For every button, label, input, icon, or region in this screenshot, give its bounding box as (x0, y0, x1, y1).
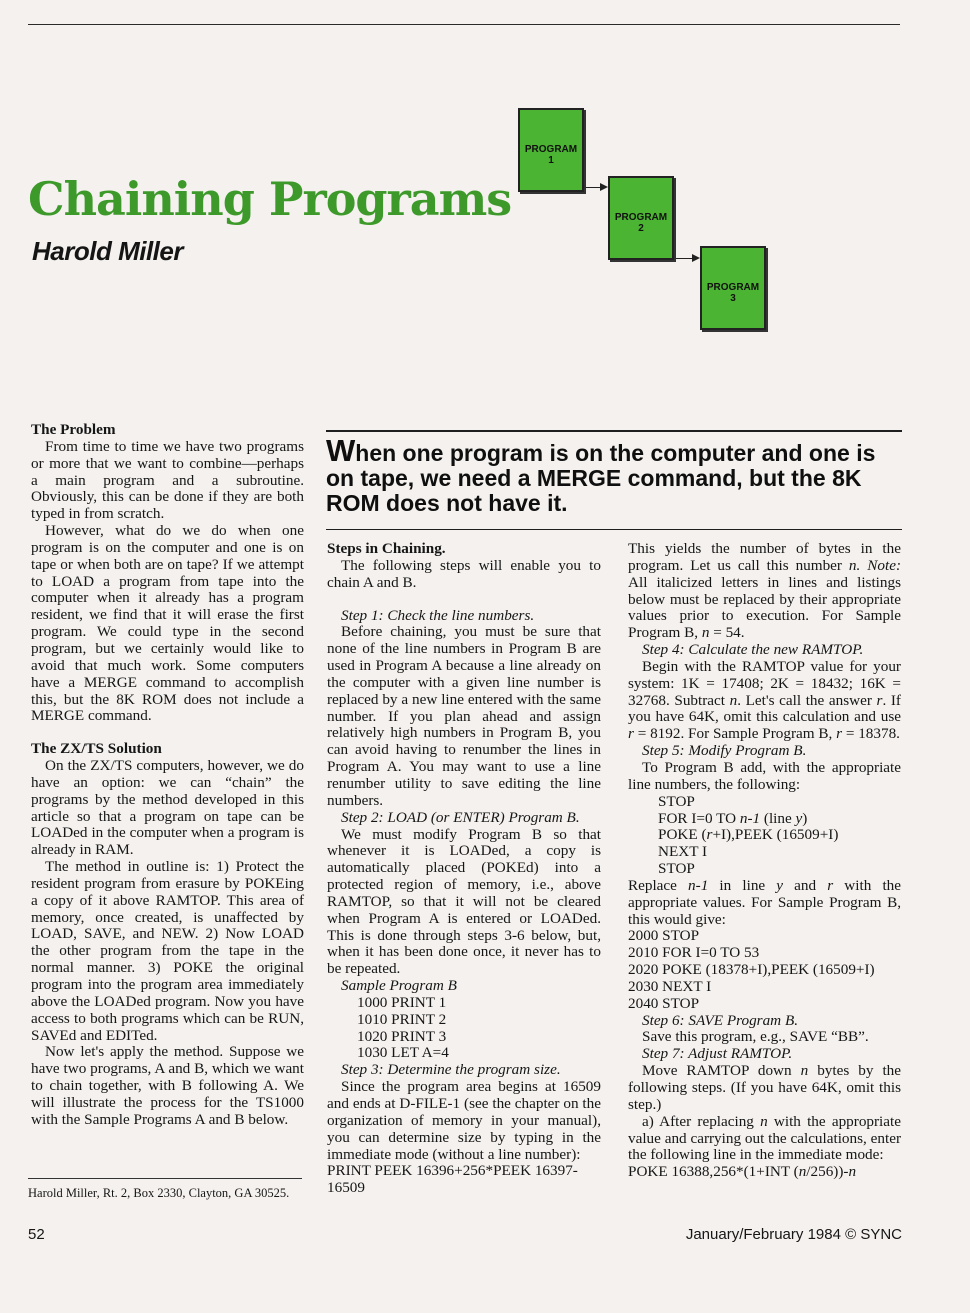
text: (line (760, 809, 796, 827)
paragraph (628, 1114, 901, 1165)
text: . Let's call the answer (737, 691, 877, 709)
arrow-1-2 (586, 187, 600, 188)
text: n (798, 1163, 807, 1181)
paragraph: Before chaining, you must be sure that none of the line numbers in Program B are used in Program A because a line already on the computer with a given line number is replaced by a new line entered with the same number. If you plan ahead and assign relatively high numbers in Program B, you can avoid having to renumber the lines in Program A. You may want to use a line renumber utility to save editing the line numbers. (327, 623, 601, 809)
program-chain-diagram (514, 108, 774, 340)
text: r (876, 691, 883, 709)
program-box-3-label (702, 282, 764, 304)
text: y (776, 876, 784, 894)
text: n (848, 1163, 857, 1181)
step-7-heading: Step 7: Adjust RAMTOP. (642, 1045, 793, 1063)
article-title: Chaining Programs (28, 172, 512, 226)
paragraph: Now let's apply the method. Suppose we have two programs, A and B, which we want to chain together, with B following A. We will illustrate the process for the TS1000 with the Sample Programs A and B below. (31, 1043, 304, 1128)
code-line: 2020 POKE (18378+I),PEEK (16509+I) (628, 961, 875, 979)
heading-problem: The Problem (31, 421, 116, 438)
text: All italicized letters in lines and listings below must be replaced by their appropriate values prior to execution. For Sample Program B, (628, 573, 901, 642)
code-line (628, 827, 901, 844)
sample-program-title: Sample Program B (341, 977, 457, 995)
pullquote-initial: W (326, 433, 356, 468)
pullquote-text: hen one program is on the computer and one is on tape, we need a MERGE command, but the 8K ROM does not have it. (326, 440, 876, 516)
text: n (701, 624, 710, 642)
text: Begin with the RAMTOP value for your system: 1K = 17408; 2K = 18432; 16K = 32768. Subtract (628, 657, 901, 709)
code-line: 2000 STOP (628, 927, 700, 945)
text: n (800, 1062, 809, 1080)
paragraph: From time to time we have two programs or more that we want to combine—perhaps a main program and a subroutine. Obviously, this can be done if they are both typed in from scratch. (31, 437, 304, 523)
text: n (729, 691, 738, 709)
text: = 54. (709, 624, 745, 642)
step-1-heading: Step 1: Check the line numbers. (341, 606, 535, 624)
page-number: 52 (28, 1226, 45, 1243)
code-line: 1010 PRINT 2 (357, 1010, 447, 1028)
program-box-3-text: PROGRAM 3 (706, 282, 760, 304)
column-2 (327, 541, 601, 1197)
text: POKE 16388,256*(1+INT ( (628, 1163, 799, 1181)
code-line: 1000 PRINT 1 (357, 993, 447, 1011)
code-line: 2040 STOP (628, 994, 700, 1012)
article-author: Harold Miller (32, 236, 183, 266)
code-line: 1020 PRINT 3 (357, 1027, 447, 1045)
paragraph (628, 878, 901, 929)
pullquote-bottom-rule (326, 529, 902, 530)
paragraph: On the ZX/TS computers, however, we do have an option: we can “chain” the programs by the method developed in this article so that a program on tape can be LOADed in the computer when a program is already in RAM. (31, 757, 304, 859)
code-line: NEXT I (658, 843, 708, 861)
text: n. Note: (848, 556, 901, 574)
paragraph (628, 659, 901, 743)
text: +I),PEEK (16509+I) (712, 826, 839, 844)
text: r (836, 725, 843, 743)
author-address: Harold Miller, Rt. 2, Box 2330, Clayton, GA 30525. (28, 1186, 290, 1200)
paragraph: Since the program area begins at 16509 and ends at D-FILE-1 (see the chapter on the organization of memory in your manual), you can determine size by typing in the immediate mode (without a line number): (327, 1078, 601, 1163)
text: a) After replacing (642, 1112, 761, 1130)
text: n (760, 1112, 768, 1130)
code-line: STOP (658, 860, 695, 878)
text: r (628, 725, 634, 743)
spacer (31, 725, 304, 741)
text: with the appropriate value and carrying out the calculations, enter the following line in the immediate mode: (628, 1112, 901, 1164)
code-line (628, 811, 901, 828)
text: FOR I=0 TO (658, 809, 740, 827)
text: /256))- (806, 1163, 849, 1181)
text: . If you have 64K, omit this calculation and use (628, 691, 901, 726)
arrowhead-1-2 (600, 183, 608, 191)
spacer (327, 592, 601, 608)
column-3 (628, 541, 901, 1181)
code-line: STOP (658, 792, 695, 810)
paragraph: We must modify Program B so that whenever it is LOADed, a copy is automatically placed (POKEd) into a protected region of memory, i.e., above RAMTOP, so that it will not be cleared when Program A is entered or LOADed. This is done through steps 3-6 below, but, when it has been done once, it never has to be repeated. (327, 825, 601, 978)
code-line: 2010 FOR I=0 TO 53 (628, 944, 760, 962)
step-2-heading: Step 2: LOAD (or ENTER) Program B. (341, 808, 580, 826)
program-box-1 (518, 108, 584, 192)
program-box-1-label (520, 144, 582, 166)
program-box-2-label (610, 212, 672, 234)
text: in line (708, 876, 777, 894)
text: POKE ( (658, 826, 707, 844)
paragraph: Save this program, e.g., SAVE “BB”. (642, 1028, 869, 1046)
text: This yields the number of bytes in the program. Let us call this number (628, 540, 901, 574)
arrowhead-2-3 (692, 254, 700, 262)
program-box-2-text: PROGRAM 2 (614, 212, 668, 234)
text: bytes by the following steps. (If you have 64K, omit this step.) (628, 1062, 901, 1113)
step-5-heading: Step 5: Modify Program B. (642, 742, 807, 760)
text: n-1 (688, 876, 709, 894)
command-line (628, 1164, 901, 1181)
step-4-heading: Step 4: Calculate the new RAMTOP. (642, 641, 864, 659)
paragraph (628, 1063, 901, 1114)
heading-steps: Steps in Chaining. (327, 540, 446, 557)
program-box-2 (608, 176, 674, 260)
top-rule (28, 24, 900, 25)
pullquote (326, 433, 906, 516)
text: ) (802, 809, 808, 827)
text: = 8192. For Sample Program B, (633, 725, 837, 743)
column-1 (31, 422, 304, 1129)
text: Replace (628, 876, 689, 894)
issue-footer: January/February 1984 © SYNC (685, 1226, 902, 1243)
pullquote-top-rule (326, 430, 902, 432)
program-box-1-text: PROGRAM 1 (524, 144, 578, 166)
text: Move RAMTOP down (642, 1062, 801, 1080)
text: with the appropriate values. For Sample Program B, this would give: (628, 876, 901, 928)
paragraph: However, what do we do when one program is on the computer and one is on tape or when both are on tape? If we attempt to LOAD a program from tape into the computer when it already has a program resident, we find that it will erase the first program. We could type in the second program, but we certainly would like to avoid that much work. Some computers have a MERGE command to accomplish this, but the 8K ROM does not include a MERGE command. (31, 522, 304, 725)
text: and (783, 876, 828, 894)
paragraph: The method in outline is: 1) Protect the resident program from erasure by POKEing a copy of it above RAMTOP. This area of memory, once created, is unaffected by LOAD, SAVE, and NEW. 2) Now LOAD the other program from the tape in the normal manner. 3) POKE the original program into the program area immediately above the LOADed program. Now you have access to both programs which can be RUN, SAVEd and EDITed. (31, 858, 304, 1044)
code-line: 2030 NEXT I (628, 977, 712, 995)
program-box-3 (700, 246, 766, 330)
text: = 18378. (842, 725, 900, 743)
text: n-1 (739, 809, 761, 827)
paragraph: The following steps will enable you to chain A and B. (327, 556, 601, 591)
heading-solution: The ZX/TS Solution (31, 740, 162, 758)
step-6-heading: Step 6: SAVE Program B. (642, 1011, 799, 1029)
step-3-heading: Step 3: Determine the program size. (341, 1061, 561, 1079)
footnote-rule (28, 1178, 302, 1179)
code-line: 1030 LET A=4 (357, 1044, 449, 1062)
command-line: PRINT PEEK 16396+256*PEEK 16397-16509 (327, 1162, 578, 1197)
text: r (706, 826, 713, 844)
text: y (795, 809, 803, 827)
arrow-2-3 (676, 258, 692, 259)
text: r (827, 876, 834, 894)
paragraph: To Program B add, with the appropriate line numbers, the following: (628, 758, 901, 793)
paragraph (628, 541, 901, 642)
